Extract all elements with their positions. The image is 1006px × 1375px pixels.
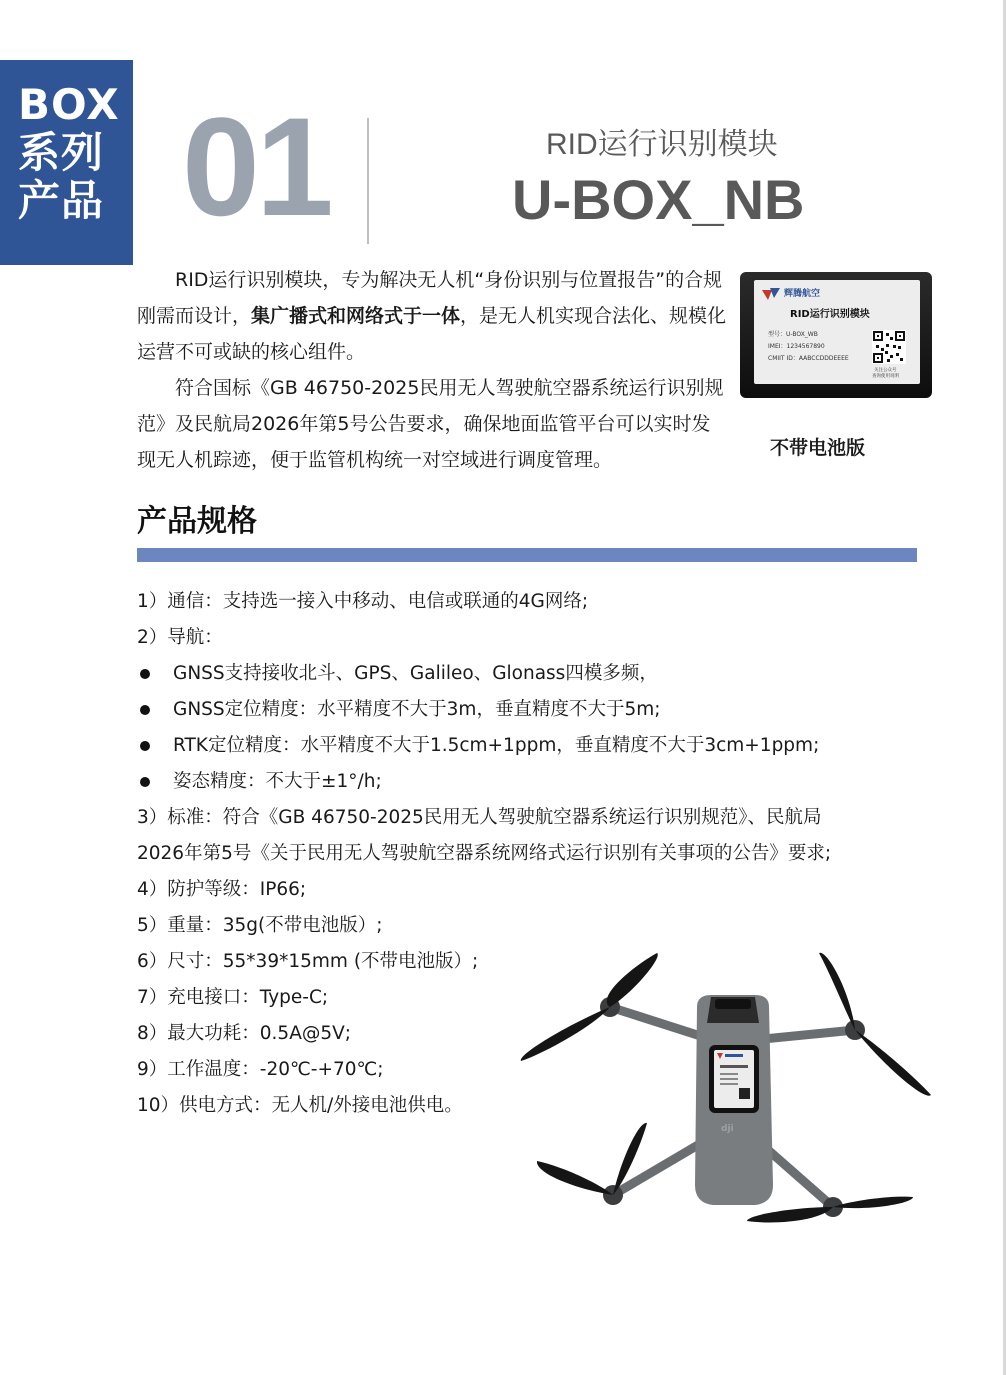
series-line: 系列 xyxy=(18,128,105,177)
spec-item xyxy=(137,800,937,836)
spec-item-text: 3）标准：符合《GB 46750-2025民用无人驾驶航空器系统运行识别规范》、民航局 xyxy=(137,807,822,828)
brand-name: 辉腾航空 xyxy=(784,289,821,299)
spec-item xyxy=(137,872,937,908)
device-caption: 不带电池版 xyxy=(770,437,866,459)
svg-text:dji: dji xyxy=(721,1124,734,1134)
intro-text-span: RID运行识别模块，专为解决无人机“身份识别与位置报告”的合规刚需而设计， xyxy=(137,269,723,327)
spec-item xyxy=(137,836,937,872)
label-imei: IMEI：1234567890 xyxy=(768,343,825,350)
bullet-dot-icon xyxy=(140,777,150,787)
spec-item-text: 6）尺寸：55*39*15mm (不带电池版）; xyxy=(137,951,479,972)
qr-caption-1: 关注公众号 xyxy=(874,368,897,373)
spec-item-text: 2026年第5号《关于民用无人驾驶航空器系统网络式运行识别有关事项的公告》要求; xyxy=(137,843,832,864)
intro-text xyxy=(137,262,727,478)
bullet-dot-icon xyxy=(140,669,150,679)
qr-code-icon xyxy=(872,330,906,364)
series-line: 产品 xyxy=(18,176,105,225)
spec-item xyxy=(137,728,937,764)
rid-module-image xyxy=(738,270,934,402)
qr-caption-2: 查询使用说明 xyxy=(872,374,899,379)
bullet-dot-icon xyxy=(140,741,150,751)
label-model: 型号：U-BOX_WB xyxy=(768,331,818,338)
intro-bold-span: 集广播式和网络式于一体 xyxy=(251,305,461,327)
spec-item xyxy=(137,908,937,944)
drone-image xyxy=(515,945,940,1235)
spec-item-text: RTK定位精度：水平精度不大于1.5cm+1ppm，垂直精度不大于3cm+1ppm; xyxy=(173,735,820,756)
spec-item-text: 10）供电方式：无人机/外接电池供电。 xyxy=(137,1095,463,1116)
spec-item-text: 7）充电接口：Type-C; xyxy=(137,987,329,1008)
spec-item-text: GNSS定位精度：水平精度不大于3m，垂直精度不大于5m; xyxy=(173,699,661,720)
intro-text-span: ，是无人机实现合法化、规模化运营不可或缺的核心组件。 xyxy=(137,305,727,363)
specs-title-bar xyxy=(137,548,917,562)
intro-paragraph-2: 符合国标《GB 46750-2025民用无人驾驶航空器系统运行识别规范》及民航局2026年第5号公告要求，确保地面监管平台可以实时发现无人机踪迹，便于监管机构统一对空域进行调度管理。 xyxy=(137,377,724,471)
intro-paragraph-1 xyxy=(137,262,727,370)
series-badge xyxy=(0,60,133,265)
spec-item xyxy=(137,764,937,800)
spec-item xyxy=(137,620,937,656)
spec-item-text: 5）重量：35g(不带电池版）; xyxy=(137,915,383,936)
label-cmiit: CMIIT ID：AABCCDDDEEEE xyxy=(768,355,849,362)
series-line: BOX xyxy=(18,80,120,129)
bullet-dot-icon xyxy=(140,705,150,715)
spec-item-text: 姿态精度：不大于±1°/h; xyxy=(173,771,382,792)
spec-item-text: 1）通信：支持选一接入中移动、电信或联通的4G网络; xyxy=(137,591,589,612)
spec-item-text: 9）工作温度：-20℃-+70℃; xyxy=(137,1059,384,1080)
spec-item xyxy=(137,692,937,728)
product-subtitle: RID运行识别模块 xyxy=(546,128,778,161)
spec-item xyxy=(137,584,937,620)
header-divider xyxy=(367,118,369,244)
spec-item xyxy=(137,656,937,692)
spec-item-text: GNSS支持接收北斗、GPS、Galileo、Glonass四模多频， xyxy=(173,663,658,684)
section-number: 01 xyxy=(182,88,330,245)
label-title: RID运行识别模块 xyxy=(790,309,870,320)
product-model: U-BOX_NB xyxy=(512,168,805,231)
spec-item-text: 4）防护等级：IP66; xyxy=(137,879,307,900)
spec-item-text: 2）导航： xyxy=(137,627,223,648)
spec-item-text: 8）最大功耗：0.5A@5V; xyxy=(137,1023,352,1044)
specs-title: 产品规格 xyxy=(137,504,257,539)
